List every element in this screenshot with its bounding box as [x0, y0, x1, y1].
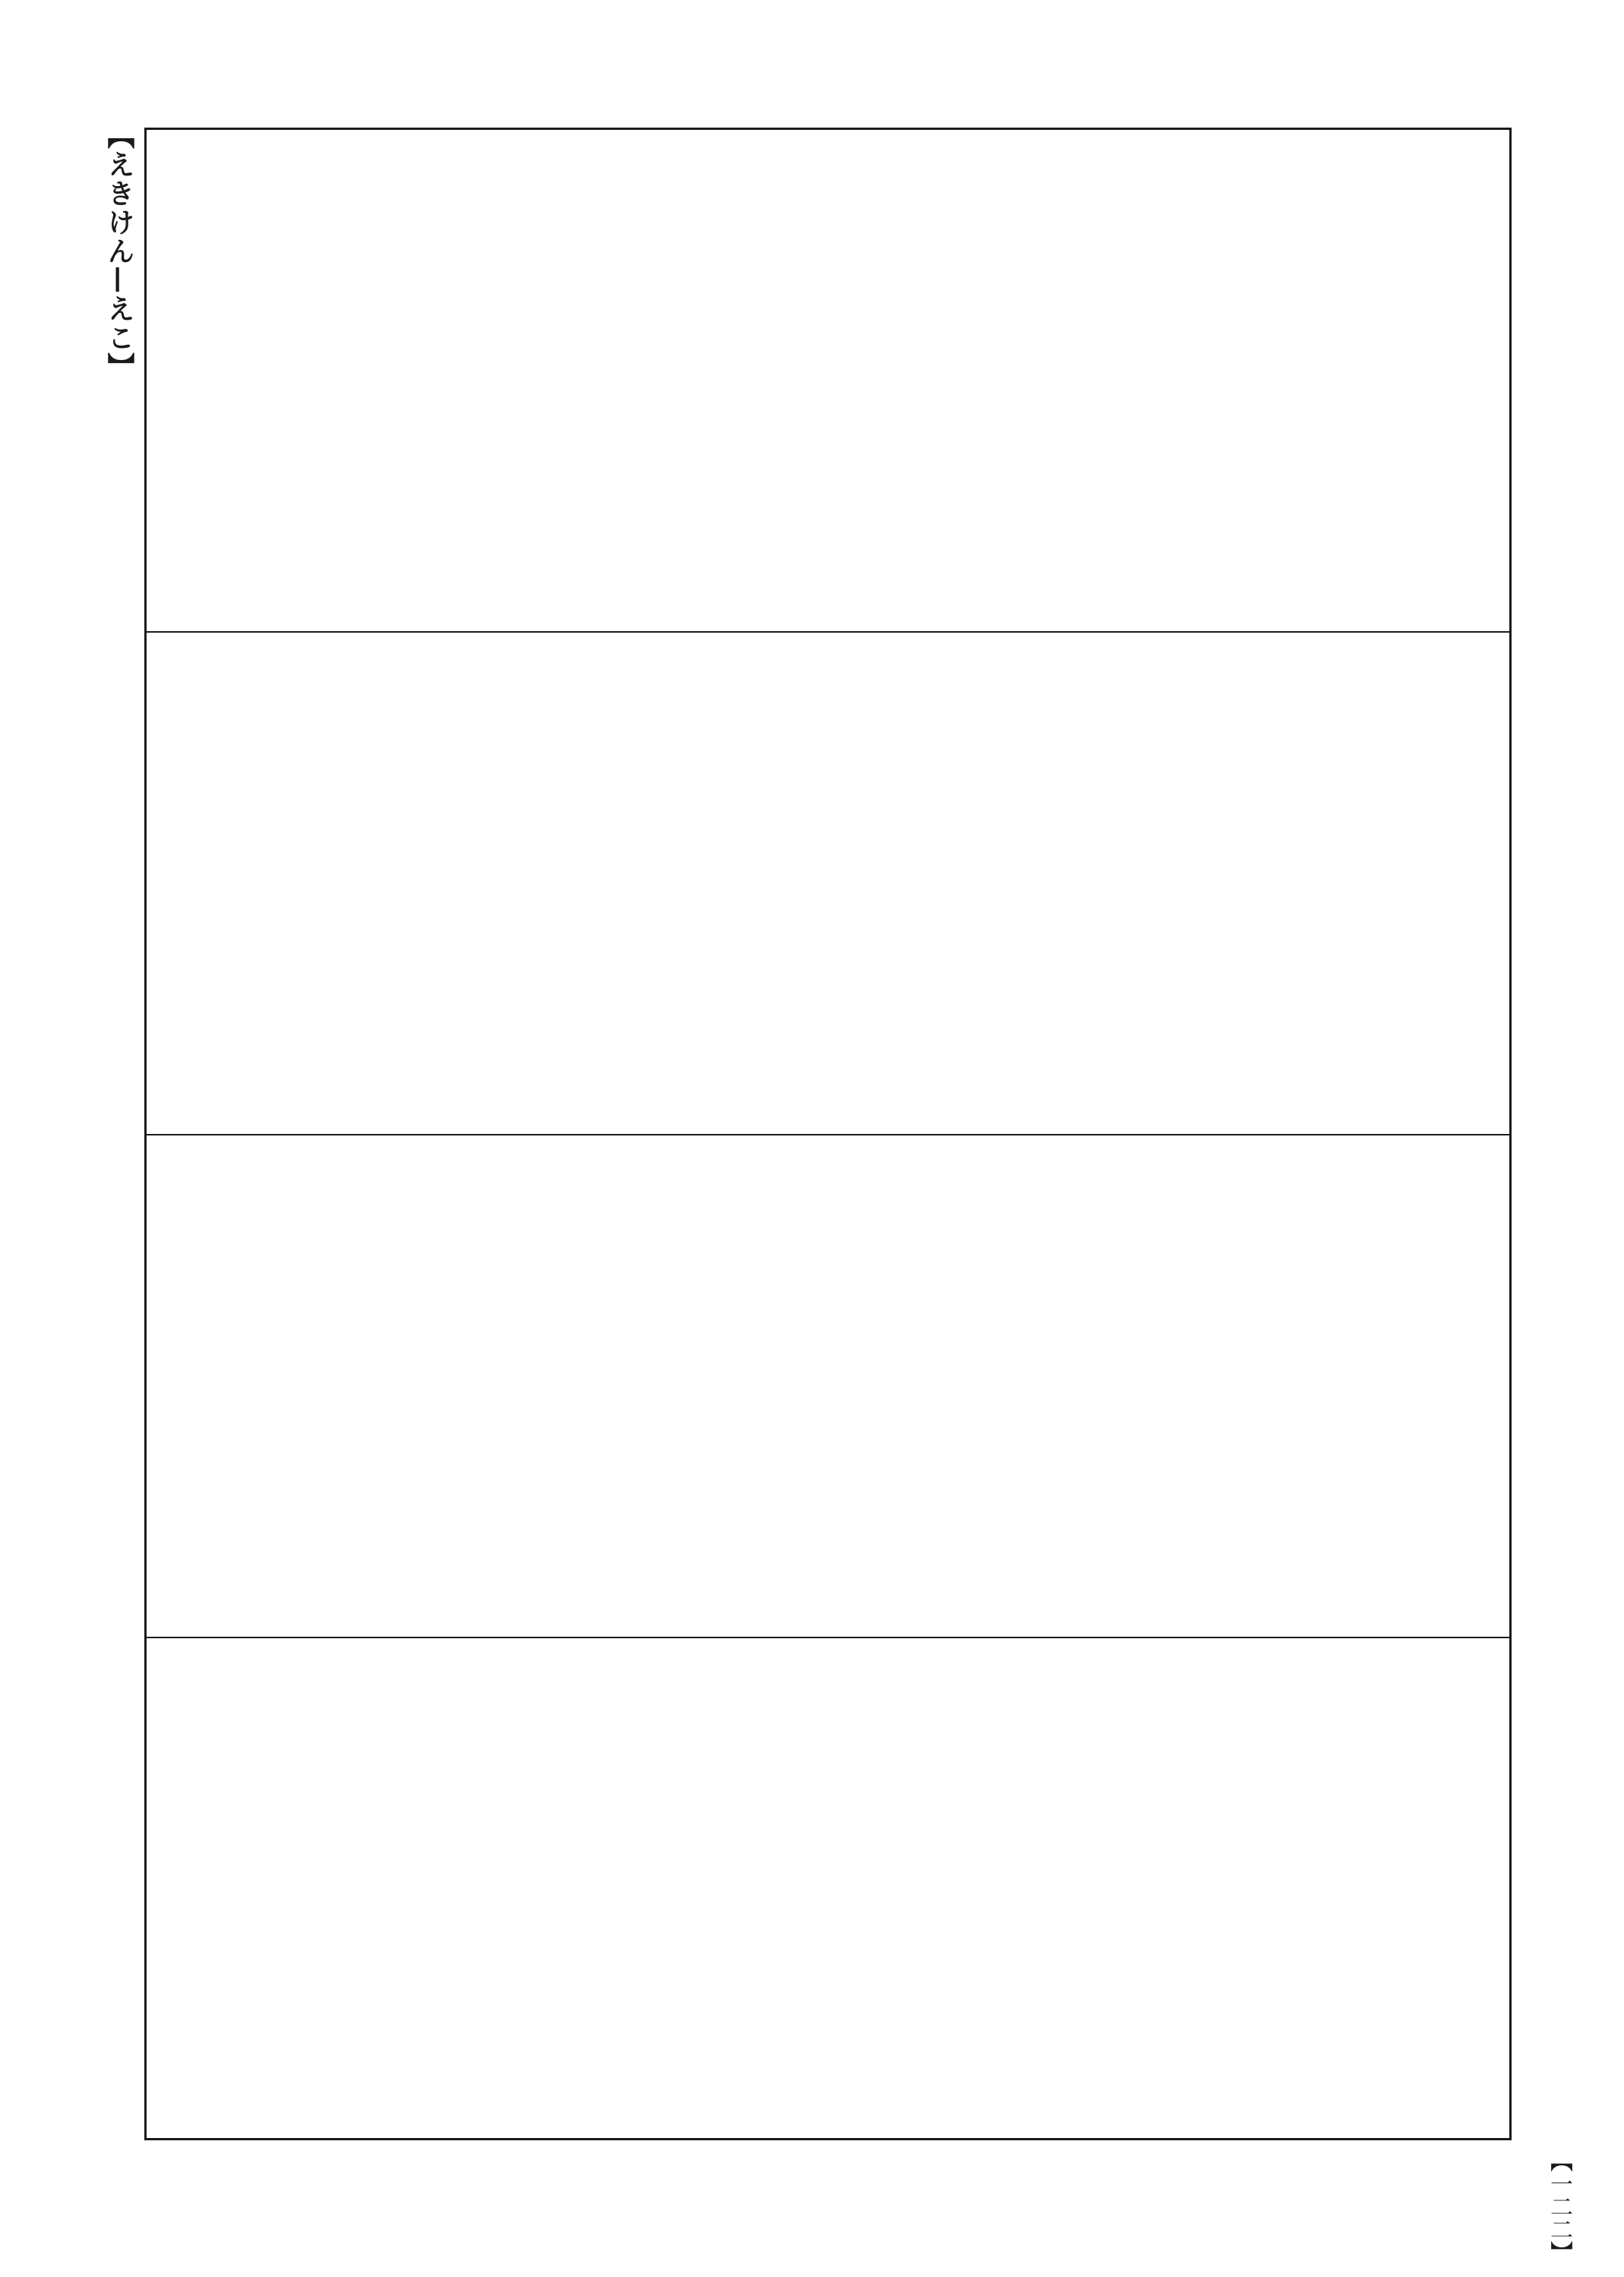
page-title: 【えきけん—えこ】 [103, 122, 135, 381]
page-frame [144, 128, 1512, 2140]
text-tier-2 [147, 633, 1509, 1135]
page-number: 【一二二】 [1546, 2149, 1572, 2263]
text-tier-4 [147, 1638, 1509, 2141]
text-tier-3 [147, 1135, 1509, 1638]
text-tier-1 [147, 130, 1509, 633]
